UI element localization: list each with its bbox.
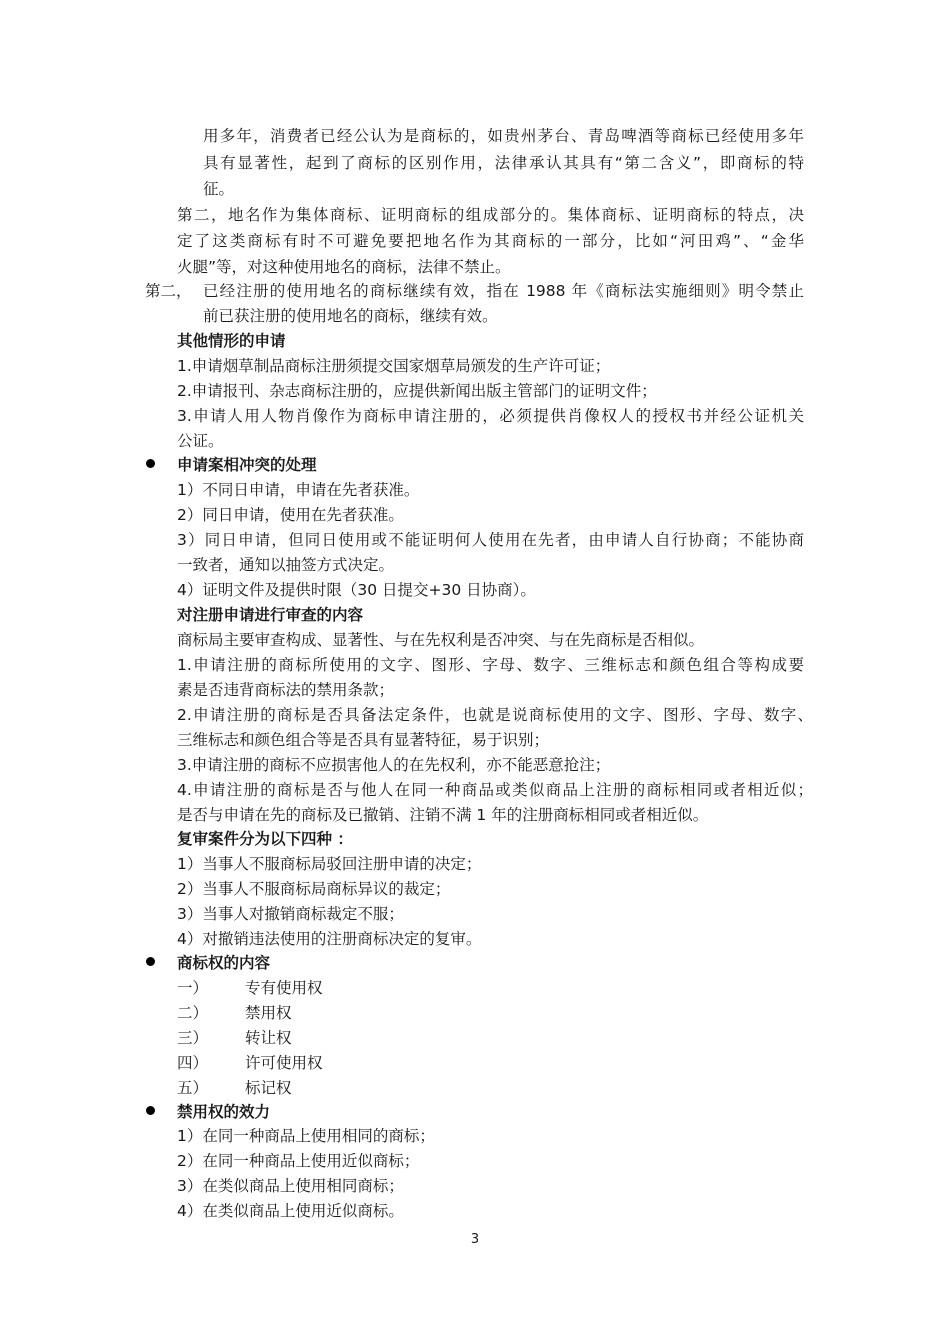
list-item: 专有使用权 [245, 979, 323, 997]
list-number: 二） [177, 1004, 209, 1022]
list-number: 三） [177, 1029, 209, 1047]
list-item: 3）同日申请，但同日使用或不能证明何人使用在先者，由申请人自行协商；不能协商 [177, 531, 804, 549]
paragraph-line: 火腿”等，对这种使用地名的商标，法律不禁止。 [177, 258, 511, 276]
list-item: 2.申请报刊、杂志商标注册的，应提供新闻出版主管部门的证明文件； [177, 382, 657, 400]
list-item: 1.申请烟草制品商标注册须提交国家烟草局颁发的生产许可证； [177, 357, 611, 375]
paragraph-line: 第二，地名作为集体商标、证明商标的组成部分的。集体商标、证明商标的特点，决 [177, 206, 804, 224]
list-number: 四） [177, 1054, 209, 1072]
paragraph-line: 已经注册的使用地名的商标继续有效，指在 1988 年《商标法实施细则》明令禁止 [203, 282, 804, 300]
paragraph-label: 第二， [145, 282, 192, 300]
list-item: 1）不同日申请，申请在先者获准。 [177, 481, 420, 499]
list-item: 许可使用权 [245, 1054, 323, 1072]
page-number: 3 [470, 1232, 480, 1247]
section-heading: 复审案件分为以下四种 ： [177, 830, 353, 848]
list-item: 标记权 [245, 1079, 292, 1097]
list-item: 禁用权 [245, 1004, 292, 1022]
list-item: 2）在同一种商品上使用近似商标； [177, 1152, 420, 1170]
list-item: 2）当事人不服商标局商标异议的裁定； [177, 880, 451, 898]
bullet-icon [146, 459, 155, 468]
section-heading: 其他情形的申请 [177, 332, 286, 350]
list-item: 1.申请注册的商标所使用的文字、图形、字母、数字、三维标志和颜色组合等构成要 [177, 656, 804, 674]
paragraph-line: 定了这类商标有时不可避免要把地名作为其商标的一部分，比如“河田鸡”、“金华 [177, 232, 804, 250]
list-item: 2.申请注册的商标是否具备法定条件，也就是说商标使用的文字、图形、字母、数字、 [177, 706, 813, 724]
list-number: 五） [177, 1079, 209, 1097]
paragraph-line: 前已获注册的使用地名的商标，继续有效。 [203, 307, 498, 325]
list-item: 1）当事人不服商标局驳回注册申请的决定； [177, 855, 482, 873]
list-item: 4.申请注册的商标是否与他人在同一种商品或类似商品上注册的商标相同或者相近似； [177, 781, 813, 799]
list-item: 1）在同一种商品上使用相同的商标； [177, 1127, 435, 1145]
paragraph-line: 用多年，消费者已经公认为是商标的，如贵州茅台、青岛啤酒等商标已经使用多年 [203, 127, 804, 145]
list-item: 3.申请人用人物肖像作为商标申请注册的，必须提供肖像权人的授权书并经公证机关 [177, 407, 804, 425]
list-item: 转让权 [245, 1029, 292, 1047]
paragraph-line: 具有显著性，起到了商标的区别作用，法律承认其具有“第二含义”，即商标的特 [203, 154, 804, 172]
list-item: 公证。 [177, 432, 224, 450]
section-heading: 对注册申请进行审查的内容 [177, 606, 364, 624]
list-item: 3）在类似商品上使用相同商标； [177, 1177, 404, 1195]
list-item: 一致者，通知以抽签方式决定。 [177, 556, 395, 574]
list-item: 3）当事人对撤销商标裁定不服； [177, 905, 404, 923]
list-item: 4）对撤销违法使用的注册商标决定的复审。 [177, 930, 482, 948]
list-number: 一） [177, 979, 209, 997]
list-item: 商标局主要审查构成、显著性、与在先权利是否冲突、与在先商标是否相似。 [177, 631, 705, 649]
list-item: 素是否违背商标法的禁用条款； [177, 681, 395, 699]
list-item: 4）在类似商品上使用近似商标。 [177, 1202, 404, 1220]
bullet-icon [146, 1106, 155, 1115]
list-item: 4）证明文件及提供时限（30 日提交+30 日协商）。 [177, 581, 536, 599]
list-item: 是否与申请在先的商标及已撤销、注销不满 1 年的注册商标相同或者相近似。 [177, 806, 709, 824]
list-item: 2）同日申请，使用在先者获准。 [177, 506, 404, 524]
list-item: 3.申请注册的商标不应损害他人的在先权利，亦不能恶意抢注； [177, 756, 611, 774]
section-heading: 商标权的内容 [177, 954, 271, 972]
bullet-icon [146, 957, 155, 966]
section-heading: 禁用权的效力 [177, 1103, 271, 1121]
section-heading: 申请案相冲突的处理 [177, 456, 317, 474]
paragraph-line: 征。 [203, 180, 235, 198]
list-item: 三维标志和颜色组合等是否具有显著特征，易于识别； [177, 731, 550, 749]
